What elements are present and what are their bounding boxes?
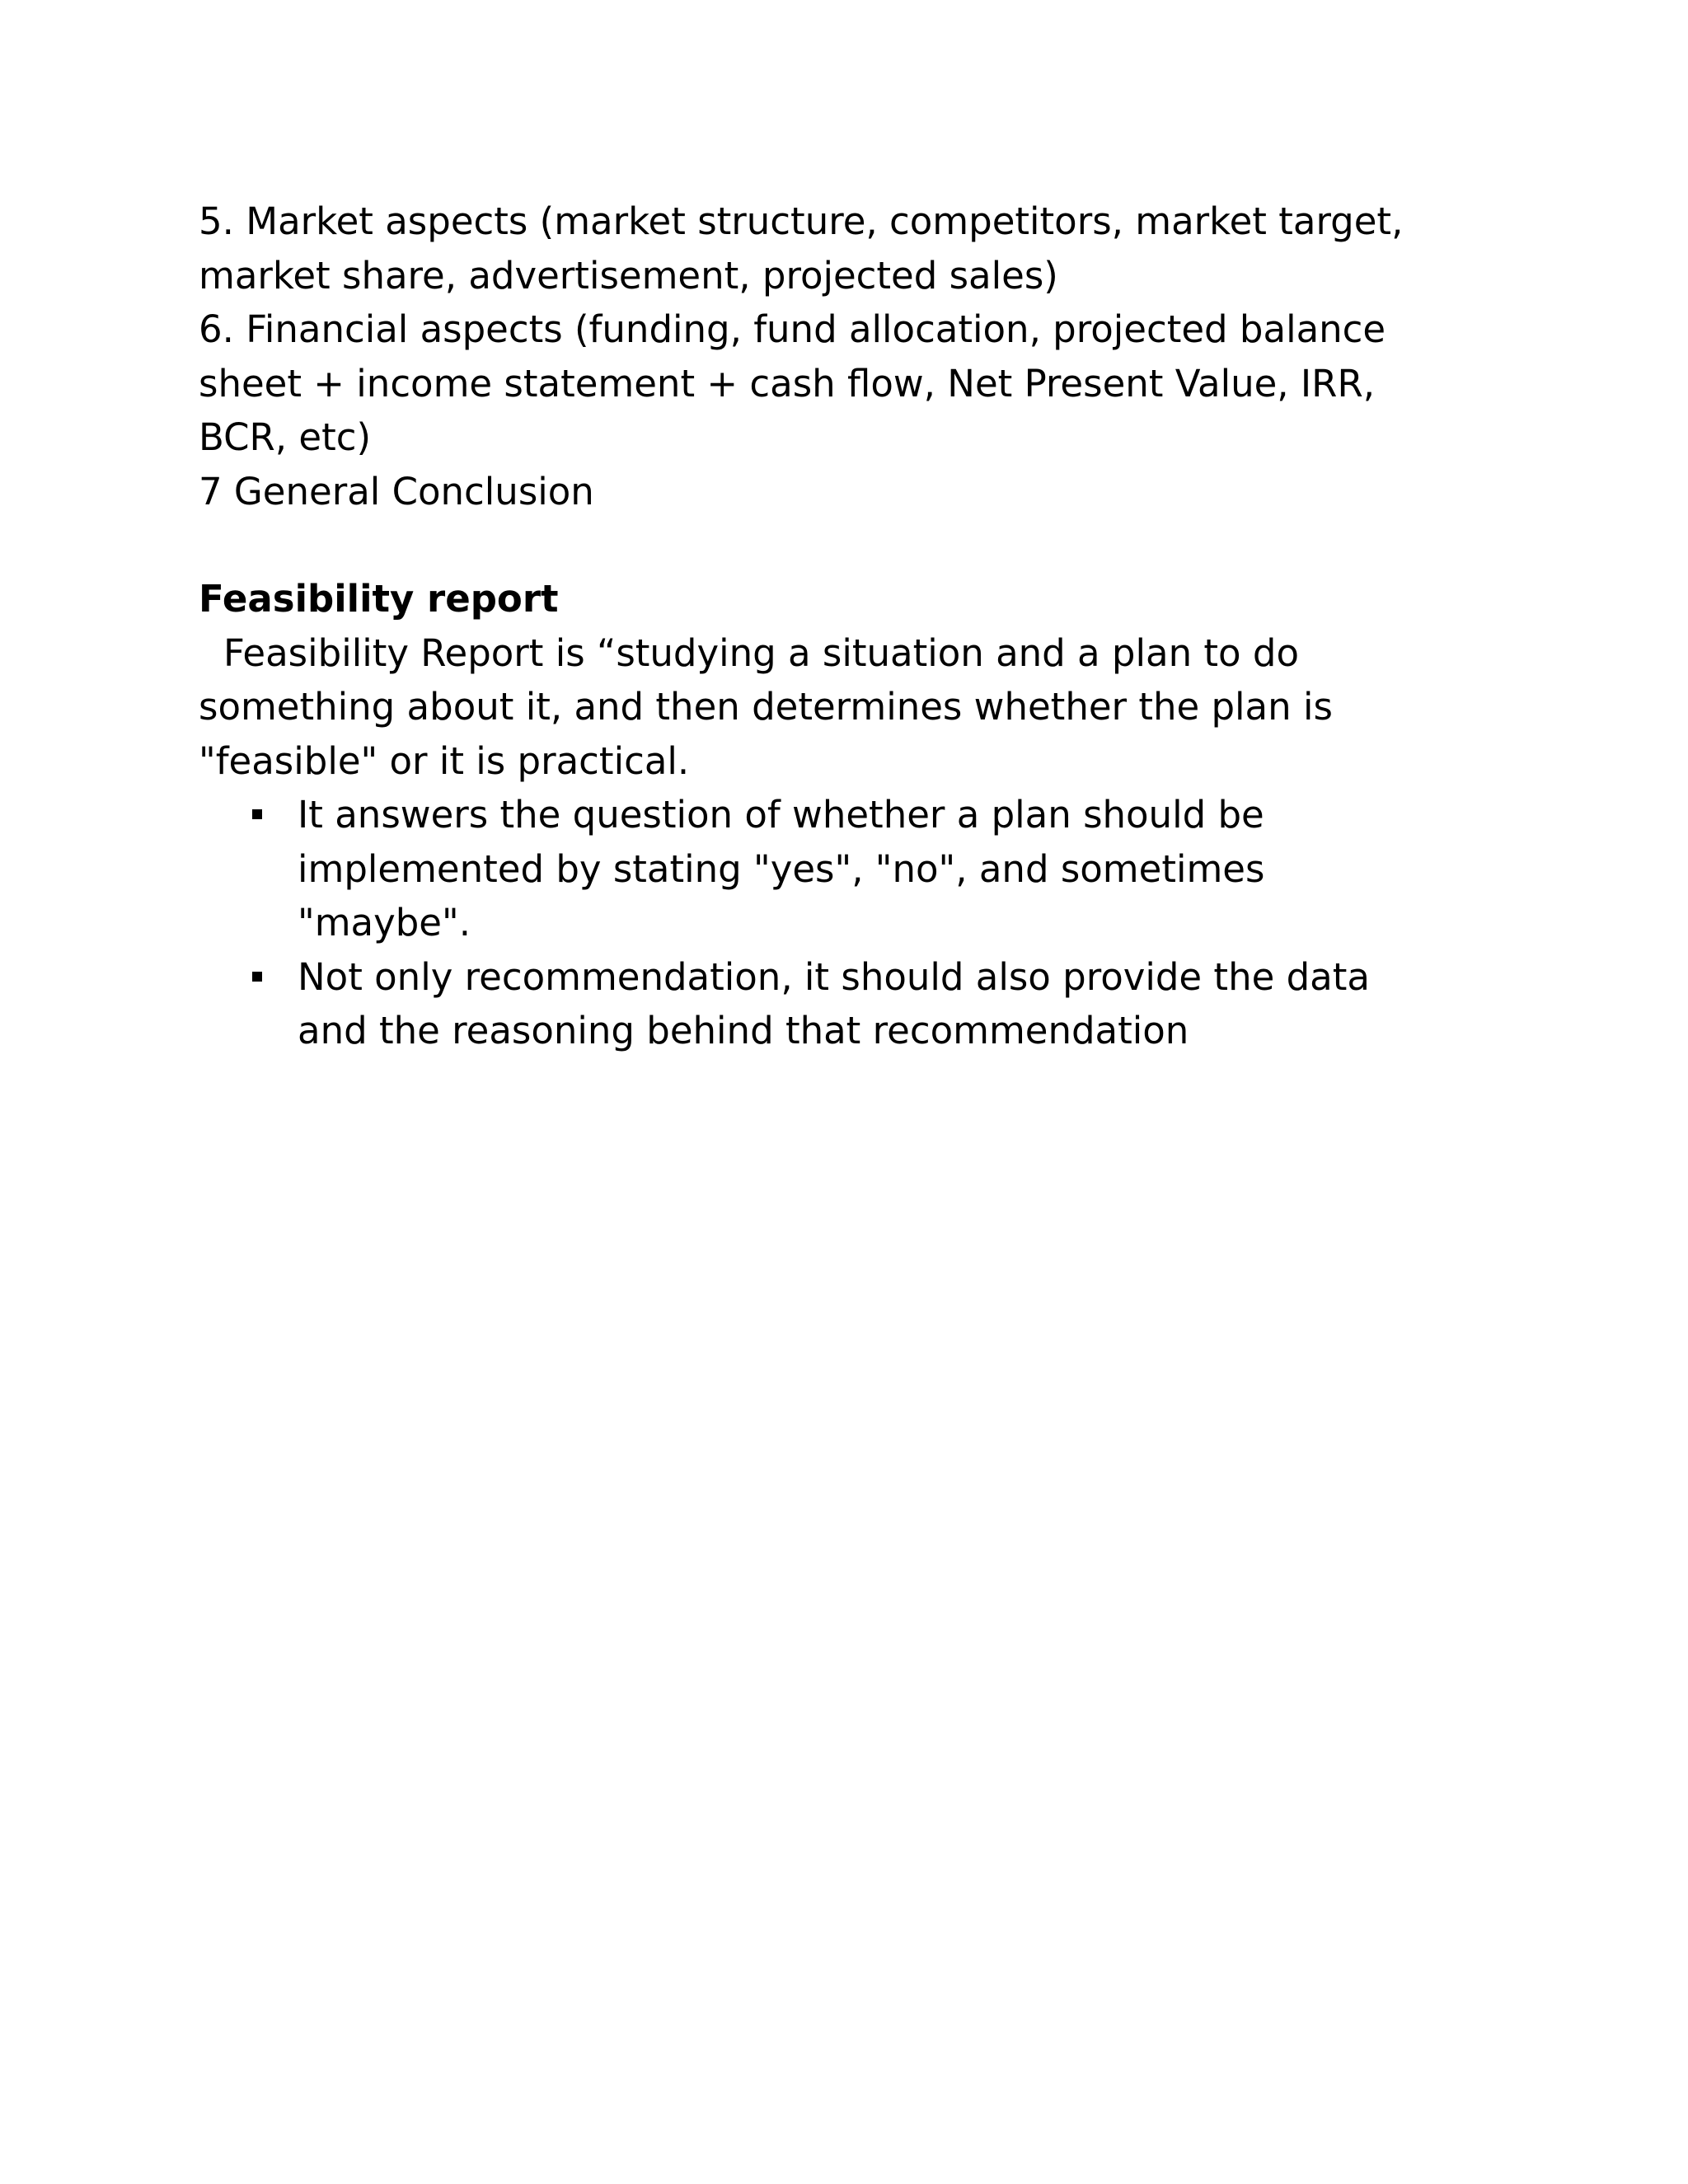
text-line: sheet + income statement + cash flow, Net Present Value, IRR, — [199, 361, 1376, 405]
bullet-list — [199, 788, 1517, 1058]
bullet-line: "maybe". — [298, 901, 471, 944]
bullet-line: and the reasoning behind that recommendation — [298, 1009, 1189, 1052]
text-line: BCR, etc) — [199, 415, 372, 459]
blank-line — [199, 518, 1517, 572]
paragraph-line: "feasible" or it is practical. — [199, 738, 690, 783]
paragraph-line: Feasibility Report is “studying a situation and a plan to do — [223, 630, 1299, 675]
list-item-general-conclusion — [199, 465, 1517, 519]
bullet-item — [199, 788, 1517, 950]
bullet-line: It answers the question of whether a plan should be — [298, 793, 1264, 837]
text-line: market share, advertisement, projected sales) — [199, 253, 1058, 298]
list-item-financial-aspects — [199, 302, 1517, 465]
bullet-item — [199, 950, 1517, 1058]
bullet-line: implemented by stating "yes", "no", and sometimes — [298, 846, 1265, 891]
text-line: 5. Market aspects (market structure, competitors, market target, — [199, 199, 1404, 243]
text-line: 7 General Conclusion — [199, 469, 594, 513]
list-item-market-aspects — [199, 194, 1517, 302]
bullet-line: Not only recommendation, it should also provide the data — [298, 954, 1370, 999]
page-content — [199, 194, 1517, 1058]
section-paragraph — [199, 626, 1517, 789]
section-heading: Feasibility report — [199, 577, 559, 621]
paragraph-line: something about it, and then determines whether the plan is — [199, 685, 1333, 729]
text-line: 6. Financial aspects (funding, fund allocation, projected balance — [199, 307, 1386, 351]
square-bullet-icon — [252, 809, 262, 819]
square-bullet-icon — [252, 972, 262, 982]
